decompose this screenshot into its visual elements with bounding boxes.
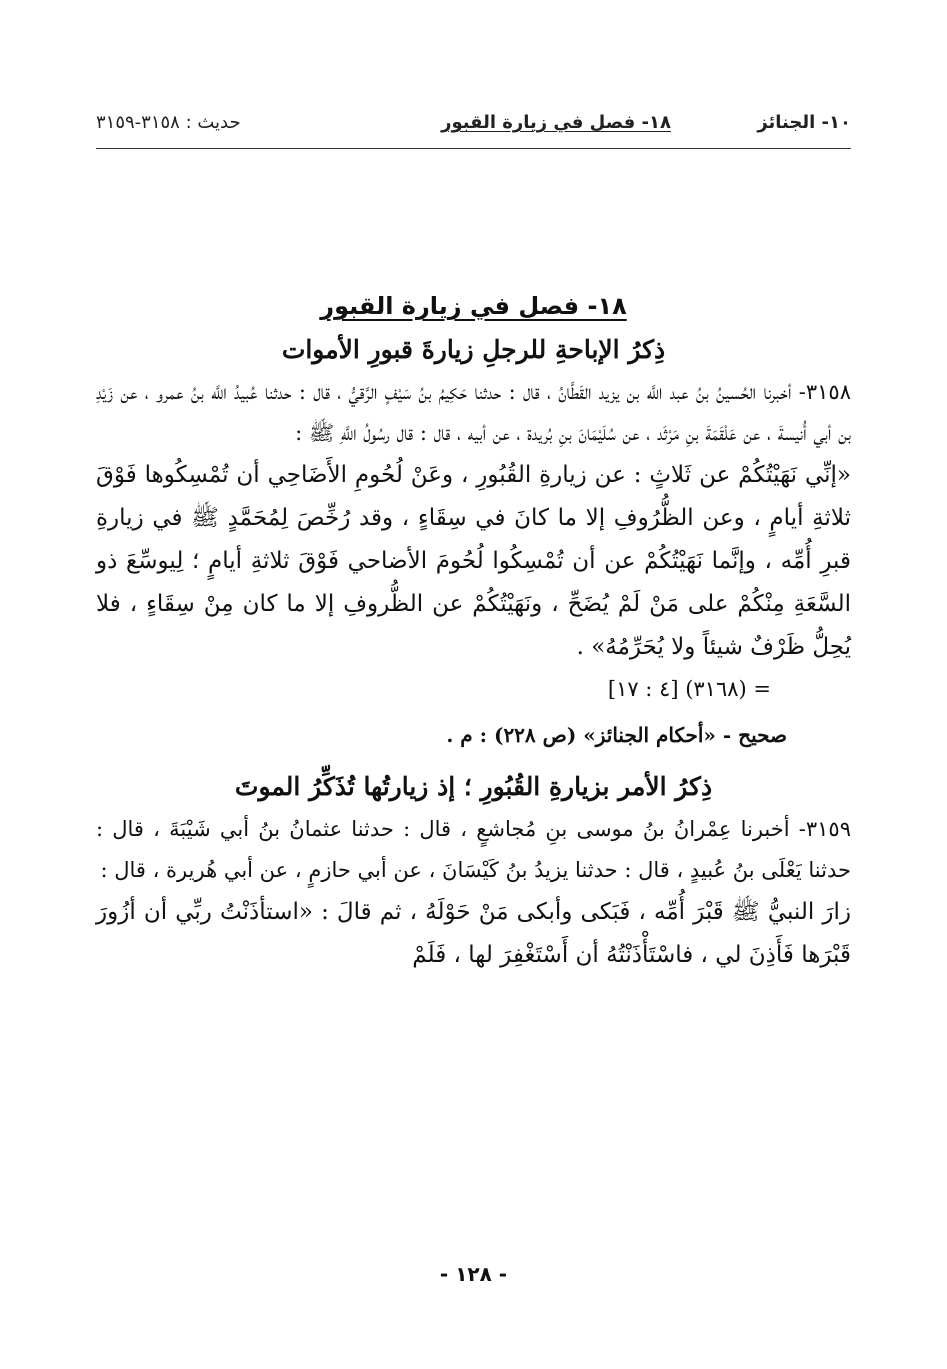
hadith-isnad: ٣١٥٩- أخبرنا عِمْرانُ بنُ موسى بنِ مُجاشعٍ ، قال : حدثنا عثمانُ بنُ أبي شَيْبَةَ ، قال : حدثنا يَعْلَى بنُ عُبيدٍ ، قال : حدثنا يزيدُ بنُ كَيْسَانَ ، عن أبي حازمٍ ، عن أبي هُريرة ، قال : [96,817,851,882]
section-heading: ذِكرُ الإباحةِ للرجلِ زيارةَ قبورِ الأموات [281,335,666,364]
header-divider [96,148,851,149]
page-number: - ١٢٨ - [439,1262,508,1286]
hadith-matn: «إنِّي نَهَيْتُكُمْ عن ثَلاثٍ : عن زيارةِ القُبُورِ ، وعَنْ لُحُومِ الأَضَاحِي أن تُمْسِكُوها فَوْقَ ثلاثةِ أيامٍ ، وعن الظُّرُوفِ إلا ما كانَ في سِقَاءٍ ، وقد رُخِّصَ لِمُحَمَّدٍ ﷺ في زيارةِ قبرِ أُمِّه ، وإنَّما نَهَيْتُكُمْ عن أن تُمْسِكُوا لُحُومَ الأضاحي فَوْقَ ثلاثةِ أيامٍ ؛ لِيوسِّعَ ذو السَّعَةِ مِنْكُمْ على مَنْ لَمْ يُضَحِّ ، ونَهَيْتُكُمْ عن الظُّروفِ إلا ما كان مِنْ سِقَاءٍ ، فلا يُحِلُّ ظَرْفٌ شيئاً ولا يُحَرِّمُهُ» . [96,462,851,660]
running-chapter-title: ١٨- فصل في زيارة القبور [441,112,671,133]
cross-reference: = (٣١٦٨) [٤ : ١٧] [607,677,771,701]
book-title: ١٠- الجنائز [757,112,851,133]
running-header [96,112,851,146]
section-heading: ذِكرُ الأمر بزيارةِ القُبُورِ ؛ إذ زيارتُها تُذَكِّرُ الموتَ [234,772,713,801]
chapter-title: ١٨- فصل في زيارة القبور [320,292,627,320]
page-body [96,292,851,977]
hadith-matn: زارَ النبيُّ ﷺ قَبْرَ أُمِّه ، فَبَكى وأبكى مَنْ حَوْلَهُ ، ثم قالَ : «استأذَنْتُ ربِّي أن أزُورَ قَبْرَها فَأَذِنَ لي ، فاسْتَأْذَنْتُهُ أن أَسْتَغْفِرَ لها ، فَلَمْ [96,899,851,968]
hadith-isnad: ٣١٥٨- أخبرنا الحُسينُ بنُ عبد اللَّه بن يزيد القَطَّانُ ، قال : حدثنا حَكِيمُ بنُ سَيْفٍ الرَّقيُّ ، قال : حدثنا عُبيدُ اللَّه بنُ عمرو ، عن زَيْدِ بن أبي أُنيسةَ ، عن عَلْقَمَةَ بنِ مَرْثَد ، عن سُلَيْمَانَ بنِ بُريدة ، عن أبيه ، قال : قال رسُولُ اللَّهِ ﷺ : [96,380,851,445]
hadith-range: حديث : ٣١٥٨-٣١٥٩ [96,112,241,133]
hadith-grade: صحيح - «أحكام الجنائز» (ص ٢٢٨) : م . [446,723,787,747]
